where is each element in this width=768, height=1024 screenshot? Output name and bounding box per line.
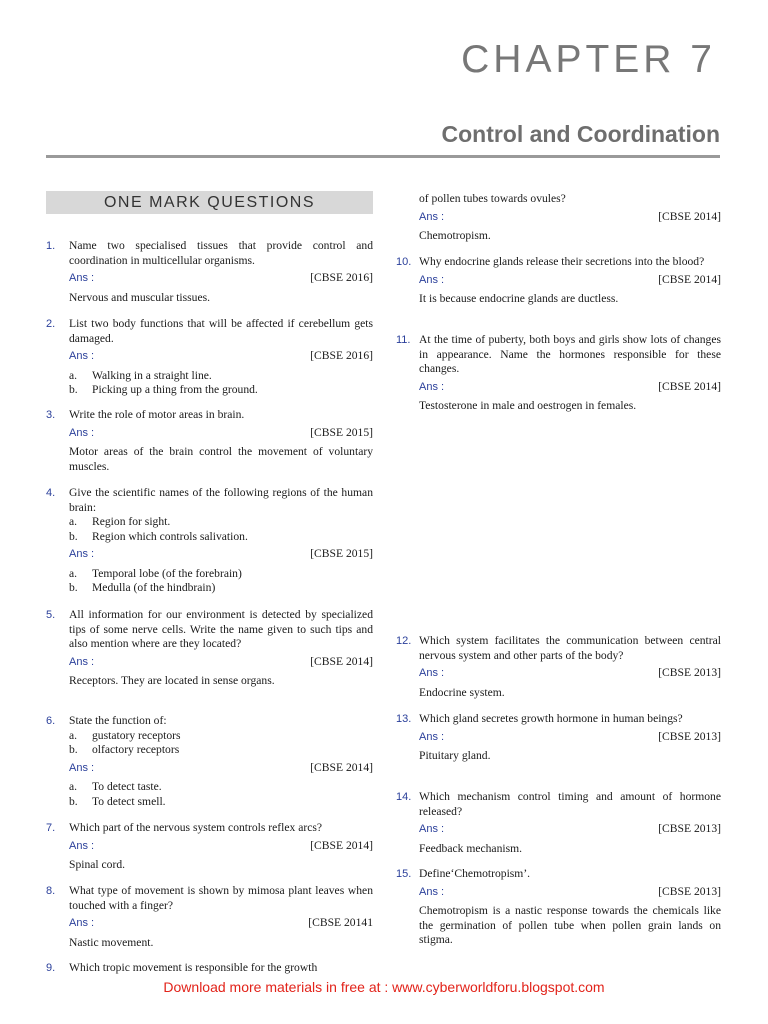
source-tag: [CBSE 2013] <box>658 729 721 743</box>
question-number: 8. <box>46 885 56 897</box>
question-number: 4. <box>46 487 56 499</box>
answer-option: a. Walking in a straight line. <box>69 368 212 382</box>
question-item <box>46 961 373 976</box>
answer-option: b. Picking up a thing from the ground. <box>69 383 258 396</box>
question-option: b. Region which controls salivation. <box>69 529 248 543</box>
question-text: Why endocrine glands release their secretions into the blood? <box>419 255 705 268</box>
question-item <box>396 790 721 856</box>
answer-text: Testosterone in male and oestrogen in females. <box>419 399 637 412</box>
answer-label: Ans : <box>419 730 445 743</box>
question-text: Define‘Chemotropism’. <box>419 867 531 880</box>
answer-label: Ans : <box>69 917 95 929</box>
source-tag: [CBSE 2015] <box>310 547 373 560</box>
source-tag: [CBSE 2014] <box>658 272 721 286</box>
question-option: b. olfactory receptors <box>69 743 180 756</box>
answer-label: Ans : <box>69 548 95 560</box>
source-tag: [CBSE 2013] <box>658 884 721 898</box>
question-number: 14. <box>396 791 412 803</box>
question-item <box>396 634 721 700</box>
source-tag: [CBSE 20141 <box>308 916 373 929</box>
question-item <box>396 255 721 307</box>
question-option: a. gustatory receptors <box>69 728 181 742</box>
source-tag: [CBSE 2016] <box>310 271 373 284</box>
chapter-heading: CHAPTER 7 <box>461 38 716 81</box>
answer-text: Spinal cord. <box>69 858 126 871</box>
answer-label: Ans : <box>419 823 445 835</box>
answer-label: Ans : <box>419 273 445 286</box>
download-link[interactable]: Download more materials in free at : www.cyberworldforu.blogspot.com <box>163 979 605 995</box>
question-text: All information for our environment is detected by specialized tips of some nerve cells. Write the name given to such tips and also mention where are they located? <box>69 608 373 650</box>
question-item <box>46 408 373 474</box>
question-number: 12. <box>396 635 412 647</box>
answer-text: Receptors. They are located in sense organs. <box>69 674 275 687</box>
answer-text: Motor areas of the brain control the movement of voluntary muscles. <box>69 445 373 473</box>
source-tag: [CBSE 2014] <box>658 209 721 223</box>
question-option: a. Region for sight. <box>69 515 171 528</box>
source-tag: [CBSE 2015] <box>310 425 373 439</box>
question-text: Which gland secretes growth hormone in human beings? <box>419 712 683 725</box>
answer-text: Chemotropism is a nastic response towards the chemicals like the germination of pollen tube when pollen grain lands on stigma. <box>419 904 721 946</box>
question-text: Give the scientific names of the following regions of the human brain: <box>69 486 373 514</box>
question-item <box>46 239 373 305</box>
question-number: 10. <box>396 256 412 268</box>
question-text: of pollen tubes towards ovules? <box>419 192 566 205</box>
question-text: Which part of the nervous system controls reflex arcs? <box>69 821 323 834</box>
answer-text: Chemotropism. <box>419 229 491 242</box>
question-item <box>46 821 373 873</box>
answer-option: a. To detect taste. <box>69 780 162 793</box>
answer-text: Endocrine system. <box>419 685 505 699</box>
answer-label: Ans : <box>69 655 95 668</box>
answer-text: Feedback mechanism. <box>419 841 523 855</box>
source-tag: [CBSE 2016] <box>310 349 373 362</box>
source-tag: [CBSE 2014] <box>310 760 373 774</box>
answer-label: Ans : <box>419 210 445 223</box>
source-tag: [CBSE 2014] <box>310 838 373 852</box>
answer-label: Ans : <box>69 761 95 774</box>
question-number: 13. <box>396 713 412 725</box>
answer-text: Nastic movement. <box>69 935 154 949</box>
answer-option: b. Medulla (of the hindbrain) <box>69 581 216 594</box>
answer-label: Ans : <box>419 667 445 679</box>
answer-label: Ans : <box>419 885 445 898</box>
question-text: At the time of puberty, both boys and girls show lots of changes in appearance. Name the hormones responsible for these changes. <box>419 333 721 375</box>
question-text: Which system facilitates the communication between central nervous system and other parts of the body? <box>419 634 721 662</box>
question-item <box>46 486 373 596</box>
question-number: 7. <box>46 822 56 834</box>
question-text: Write the role of motor areas in brain. <box>69 408 245 421</box>
question-number: 1. <box>46 240 56 252</box>
section-banner: ONE MARK QUESTIONS <box>46 191 373 214</box>
source-tag: [CBSE 2014] <box>658 379 721 393</box>
answer-label: Ans : <box>69 426 95 439</box>
answer-option: a. Temporal lobe (of the forebrain) <box>69 566 242 580</box>
question-text: Which mechanism control timing and amount of hormone released? <box>419 790 721 818</box>
answer-text: It is because endocrine glands are ductless. <box>419 292 619 305</box>
question-item <box>46 884 373 950</box>
chapter-title: Control and Coordination <box>441 121 720 147</box>
question-text: What type of movement is shown by mimosa plant leaves when touched with a finger? <box>69 884 373 912</box>
source-tag: [CBSE 2014] <box>310 654 373 668</box>
question-number: 2. <box>46 318 56 330</box>
title-divider <box>46 155 720 158</box>
answer-option: b. To detect smell. <box>69 794 166 808</box>
question-item <box>46 317 373 398</box>
question-text: Name two specialised tissues that provide control and coordination in multicellular organisms. <box>69 239 373 267</box>
question-number: 3. <box>46 409 56 421</box>
question-text: Which tropic movement is responsible for the growth <box>69 961 318 974</box>
question-item <box>396 712 721 764</box>
question-text: List two body functions that will be affected if cerebellum gets damaged. <box>69 317 373 345</box>
question-item <box>46 608 373 689</box>
question-item <box>46 714 373 809</box>
question-number: 15. <box>396 868 412 880</box>
source-tag: [CBSE 2013] <box>658 666 721 679</box>
question-number: 9. <box>46 962 56 974</box>
question-item <box>396 867 721 948</box>
question-number: 5. <box>46 609 56 621</box>
answer-label: Ans : <box>69 272 95 284</box>
answer-label: Ans : <box>69 839 95 852</box>
answer-text: Pituitary gland. <box>419 749 491 762</box>
question-number: 11. <box>396 334 411 346</box>
answer-text: Nervous and muscular tissues. <box>69 290 211 304</box>
question-item <box>396 333 721 414</box>
question-text: State the function of: <box>69 714 167 727</box>
question-number: 6. <box>46 715 56 727</box>
question-item <box>396 192 721 244</box>
answer-label: Ans : <box>69 350 95 362</box>
source-tag: [CBSE 2013] <box>658 822 721 835</box>
answer-label: Ans : <box>419 380 445 393</box>
